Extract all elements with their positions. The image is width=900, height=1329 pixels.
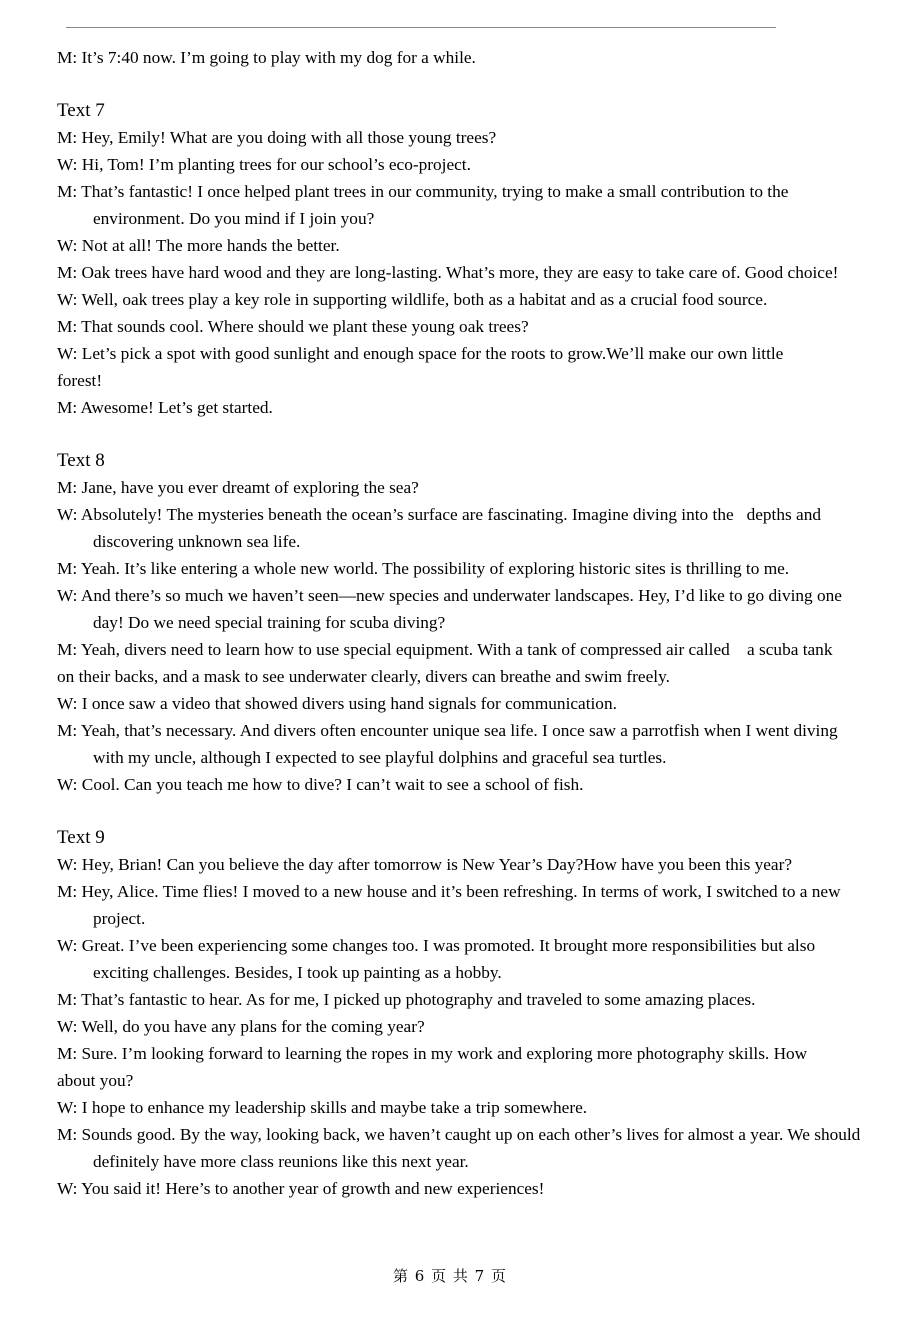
dialogue-lines — [57, 124, 847, 421]
section-title: Text 7 — [57, 100, 105, 121]
section-text-9 — [57, 824, 861, 1202]
dialogue-line: W: You said it! Here’s to another year of growth and new experiences! — [57, 1179, 545, 1198]
dialogue-line: W: Absolutely! The mysteries beneath the ocean’s surface are fascinating. Imagine diving into the depths and discovering unknown sea life. — [57, 505, 826, 551]
dialogue-line: W: Cool. Can you teach me how to dive? I can’t wait to see a school of fish. — [57, 775, 584, 794]
dialogue-line: M: Sure. I’m looking forward to learning the ropes in my work and exploring more photography skills. How about you? — [57, 1044, 808, 1090]
dialogue-line: W: Hi, Tom! I’m planting trees for our school’s eco-project. — [57, 155, 471, 174]
dialogue-line: M: Awesome! Let’s get started. — [57, 398, 273, 417]
dialogue-lines — [57, 851, 861, 1202]
dialogue-line: M: That’s fantastic! I once helped plant trees in our community, trying to make a small contribution to the environment. Do you mind if I join you? — [57, 182, 789, 228]
dialogue-line: M: That’s fantastic to hear. As for me, I picked up photography and traveled to some amazing places. — [57, 990, 756, 1009]
dialogue-line: M: Oak trees have hard wood and they are long-lasting. What’s more, they are easy to take care of. Good choice! — [57, 263, 839, 282]
dialogue-line: M: Hey, Alice. Time flies! I moved to a new house and it’s been refreshing. In terms of work, I switched to a new project. — [57, 882, 841, 928]
header-rule — [66, 27, 776, 28]
dialogue-lines — [57, 474, 847, 798]
dialogue-line: M: Yeah. It’s like entering a whole new world. The possibility of exploring historic sites is thrilling to me. — [57, 559, 790, 578]
section-text-7 — [57, 97, 847, 421]
dialogue-line: W: Hey, Brian! Can you believe the day after tomorrow is New Year’s Day?How have you been this year? — [57, 855, 793, 874]
dialogue-line: M: That sounds cool. Where should we plant these young oak trees? — [57, 317, 529, 336]
section-text-8 — [57, 447, 847, 798]
dialogue-line: W: Well, do you have any plans for the coming year? — [57, 1017, 425, 1036]
section-title: Text 8 — [57, 450, 105, 471]
dialogue-line: W: Not at all! The more hands the better. — [57, 236, 340, 255]
dialogue-line: M: Yeah, divers need to learn how to use special equipment. With a tank of compressed air called a scuba tank on their backs, and a mask to see underwater clearly, divers can breathe and swim freely. — [57, 640, 837, 686]
dialogue-line: W: Great. I’ve been experiencing some changes too. I was promoted. It brought more responsibilities but also exciting challenges. Besides, I took up painting as a hobby. — [57, 936, 816, 982]
dialogue-line: M: Hey, Emily! What are you doing with all those young trees? — [57, 128, 497, 147]
dialogue-line: M: Sounds good. By the way, looking back, we haven’t caught up on each other’s lives for almost a year. We should definitely have more class reunions like this next year. — [57, 1125, 861, 1171]
dialogue-line: M: Yeah, that’s necessary. And divers often encounter unique sea life. I once saw a parrotfish when I went diving with my uncle, although I expected to see playful dolphins and graceful sea turtles. — [57, 721, 838, 767]
dialogue-line: M: Jane, have you ever dreamt of exploring the sea? — [57, 478, 419, 497]
section-title: Text 9 — [57, 827, 105, 848]
opening-line: M: It’s 7:40 now. I’m going to play with my dog for a while. — [57, 48, 476, 67]
dialogue-line: W: I once saw a video that showed divers using hand signals for communication. — [57, 694, 617, 713]
page-number: 第 6 页 共 7 页 — [393, 1267, 507, 1285]
dialogue-line: W: I hope to enhance my leadership skills and maybe take a trip somewhere. — [57, 1098, 588, 1117]
dialogue-line: W: And there’s so much we haven’t seen—new species and underwater landscapes. Hey, I’d like to go diving one day! Do we need special training for scuba diving? — [57, 586, 842, 632]
transcript-body — [57, 44, 861, 1202]
dialogue-line: W: Let’s pick a spot with good sunlight and enough space for the roots to grow.We’ll make our own little forest! — [57, 344, 784, 390]
dialogue-line: W: Well, oak trees play a key role in supporting wildlife, both as a habitat and as a crucial food source. — [57, 290, 768, 309]
